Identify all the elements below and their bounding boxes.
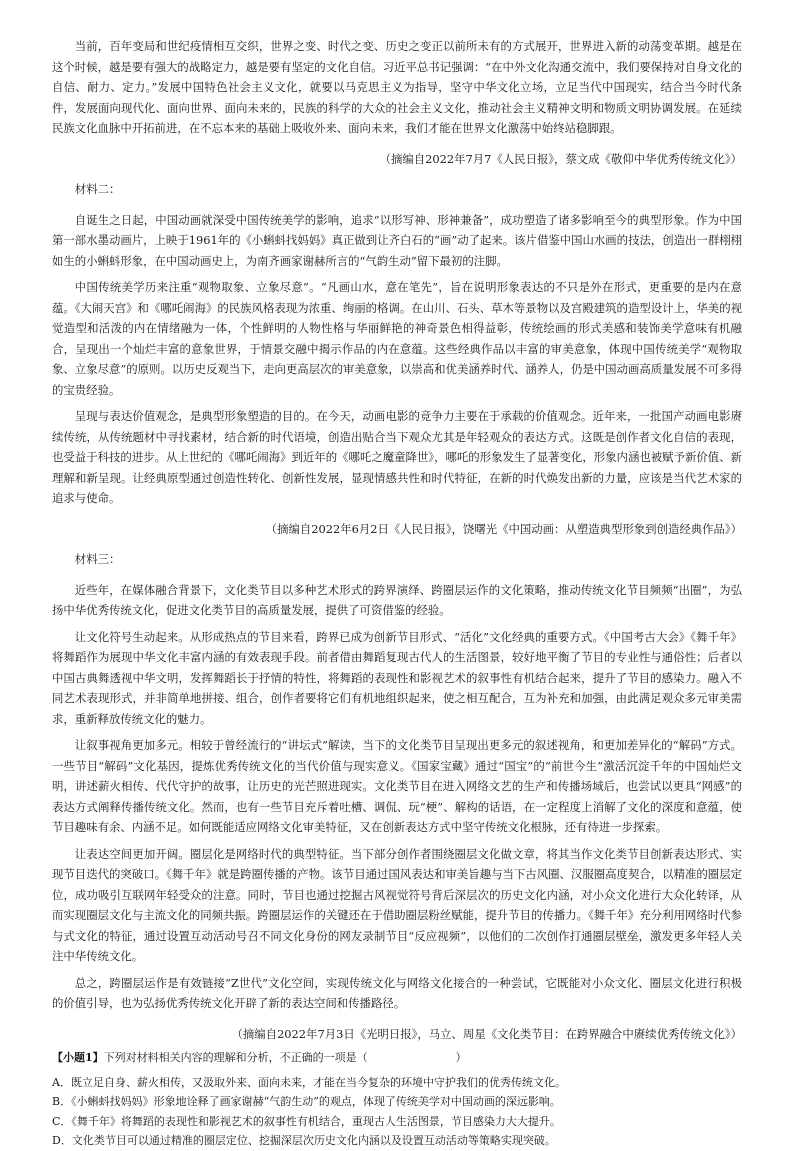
material-three-paragraph-1: 近些年，在媒体融合背景下，文化类节目以多种艺术形式的跨界演绎、跨圈层运作的文化策略，推动传统文化节目频频“出圈”，为弘扬中华优秀传统文化，促进文化类节目的高质量发展，提供了可资借鉴的经验。 [52,582,742,617]
option-c[interactable]: C．《舞千年》将舞蹈的表现性和影视艺术的叙事性有机结合，重现古人生活图景，节目感染力大大提升。 [52,1114,561,1128]
material-two-paragraph-1: 自诞生之日起，中国动画就深受中国传统美学的影响，追求“以形写神、形神兼备”，成功塑造了诸多影响至今的典型形象。作为中国第一部水墨动画片，上映于1961年的《小蝌蚪找妈妈》真正做到让齐白石的“画”动了起来。该片借鉴中国山水画的技法，创造出一群栩栩如生的小蝌蚪形象，在中国动画史上，为南齐画家谢赫所言的“气韵生动”留下最初的注脚。 [52,212,742,268]
question-stem [52,1048,742,1069]
material-two-paragraph-3: 呈现与表达价值观念，是典型形象塑造的目的。在今天，动画电影的竞争力主要在于承载的价值观念。近年来，一批国产动画电影赓续传统，从传统题材中寻找素材，结合新的时代语境，创造出贴合当下观众尤其是年轻观众的表达方式。这既是创作者文化自信的表现，也受益于科技的进步。从上世纪的《哪吒闹海》到近年的《哪吒之魔童降世》，哪吒的形象发生了显著变化，形象内涵也被赋予新价值、新理解和新呈现。让经典原型通过创造性转化、创新性发展，显现情感共性和时代特征，在新的时代焕发出新的力量，应该是当代艺术家的追求与使命。 [52,409,742,505]
material-three-paragraph-5: 总之，跨圈层运作是有效链接“Z世代”文化空间，实现传统文化与网络文化接合的一种尝试，它既能对小众文化、圈层文化进行积极的价值引导，也为弘扬优秀传统文化开辟了新的表达空间和传播路径。 [52,975,742,1010]
question-text: 下列对材料相关内容的理解和分析，不正确的一项是（ ） [103,1051,467,1064]
question-number: 【小题1】 [52,1051,104,1064]
material-three-paragraph-4: 让表达空间更加开阔。圈层化是网络时代的典型特征。当下部分创作者围绕圈层文化做文章，将其当作文化类节目创新表达形式、实现节目迭代的突破口。《舞千年》就是跨圈传播的产物。该节目通过国风表达和审美旨趣与当下古风圈、汉服圈高度契合，以精准的圈层定位，成功吸引互联网年轻受众的注意。同时，节目也通过挖掘古风视觉符号背后深层次的历史文化内涵，对小众文化进行大众化转译，从而实现圈层文化与主流文化的同频共振。跨圈层运作的关键还在于借助圈层粉丝赋能，提升节目的传播力。《舞千年》充分利用网络时代参与式文化的特征，通过设置互动活动号召不同文化身份的网友录制节目“反应视频”，以他们的二次创作打通圈层壁垒，激发更多年轻人关注中华传统文化。 [52,846,742,963]
source-citation-1: （摘编自2022年7月7《人民日报》，蔡文成《敬仰中华优秀传统文化》） [379,151,742,166]
option-b[interactable]: B．《小蝌蚪找妈妈》形象地诠释了画家谢赫“气韵生动”的观点，体现了传统美学对中国动画的深远影响。 [52,1095,561,1109]
material-three-paragraph-3: 让叙事视角更加多元。相较于曾经流行的“讲坛式”解读，当下的文化类节目呈现出更多元的叙述视角，和更加差异化的“解码”方式。一些节目“解码”文化基因，提炼优秀传统文化的当代价值与现实意义。《国家宝藏》通过“国宝”的“前世今生”激活沉淀千年的中国灿烂文明，讲述薪火相传、代代守护的故事，让历史的光芒照进现实。文化类节目在进入网络文艺的生产和传播场域后，也尝试以更具“网感”的表达方式阐释传播传统文化。然而，也有一些节目充斥着吐槽、调侃、玩“梗”、解构的话语，在一定程度上消解了文化的深度和意蕴，使节目趣味有余、内涵不足。如何既能适应网络文化审美特征，又在创新表达方式中坚守传统文化根脉，还有待进一步探索。 [52,738,742,834]
material-two-paragraph-2: 中国传统美学历来注重“观物取象、立象尽意”。“凡画山水，意在笔先”，旨在说明形象表达的不只是外在形式，更重要的是内在意蕴。《大闹天宫》和《哪吒闹海》的民族风格表现为浓重、绚丽的格调。在山川、石头、草木等景物以及宫殿建筑的造型设计上，华美的视觉造型和活泼的内在情绪融为一体，个性鲜明的人物性格与华丽鲜艳的神奇景色相得益彰，传统绘画的形式美感和装饰美学意味有机融合，呈现出一个灿烂丰富的意象世界，于情景交融中揭示作品的内在意蕴。这些经典作品以丰富的审美意象，体现中国传统美学“观物取象、立象尽意”的原则。以历史反观当下，走向更高层次的审美意象，以崇高和优美涵养时代、涵养人，仍是中国动画高质量发展不可多得的宝贵经验。 [52,280,742,397]
option-a[interactable]: A．既立足自身、薪火相传，又汲取外来、面向未来，才能在当今复杂的环境中守护我们的优秀传统文化。 [52,1075,566,1089]
material-three-paragraph-2: 让文化符号生动起来。从形成热点的节目来看，跨界已成为创新节目形式、“活化”文化经典的重要方式。《中国考古大会》《舞千年》将舞蹈作为展现中华文化丰富内涵的有效表现手段。前者借由舞蹈复现古代人的生活图景，较好地平衡了节目的专业性与通俗性；后者以中国古典舞透视中华文明，发挥舞蹈长于抒情的特性，将舞蹈的表现性和影视艺术的叙事性有机结合起来，提升了节目的感染力。融入不同艺术表现形式，并非简单地拼接、组合，创作者要将它们有机地组织起来，使之相互配合，互为补充和加强，由此满足观众多元审美需求，重新释放传统文化的魅力。 [52,629,742,726]
document-page [52,36,742,1151]
material-three-heading: 材料三： [74,552,121,566]
material-one-paragraph: 当前，百年变局和世纪疫情相互交织，世界之变、时代之变、历史之变正以前所未有的方式展开，世界进入新的动荡变革期。越是在这个时候，越是要有强大的战略定力，越是要有坚定的文化自信。习近平总书记强调：“在中外文化沟通交流中，我们要保持对自身文化的自信、耐力、定力。”发展中国特色社会主义文化，就要以马克思主义为指导，坚守中华文化立场，立足当代中国现实，结合当今时代条件，发展面向现代化、面向世界、面向未来的，民族的科学的大众的社会主义文化，推动社会主义精神文明和物质文明协调发展。在延续民族文化血脉中开拓前进，在不忘本来的基础上吸收外来、面向未来，我们才能在世界文化激荡中始终站稳脚跟。 [52,39,742,135]
option-d[interactable]: D．文化类节目可以通过精准的圈层定位、挖掘深层次历史文化内涵以及设置互动活动等策略实现突破。 [52,1134,556,1148]
source-citation-2: （摘编自2022年6月2日《人民日报》，饶曙光《中国动画：从塑造典型形象到创造经典作品》） [265,521,742,536]
material-two-heading: 材料二： [74,182,121,196]
source-citation-3: （摘编自2022年7月3日《光明日报》，马立、周星《文化类节目：在跨界融合中赓续优秀传统文化》） [231,1026,742,1041]
